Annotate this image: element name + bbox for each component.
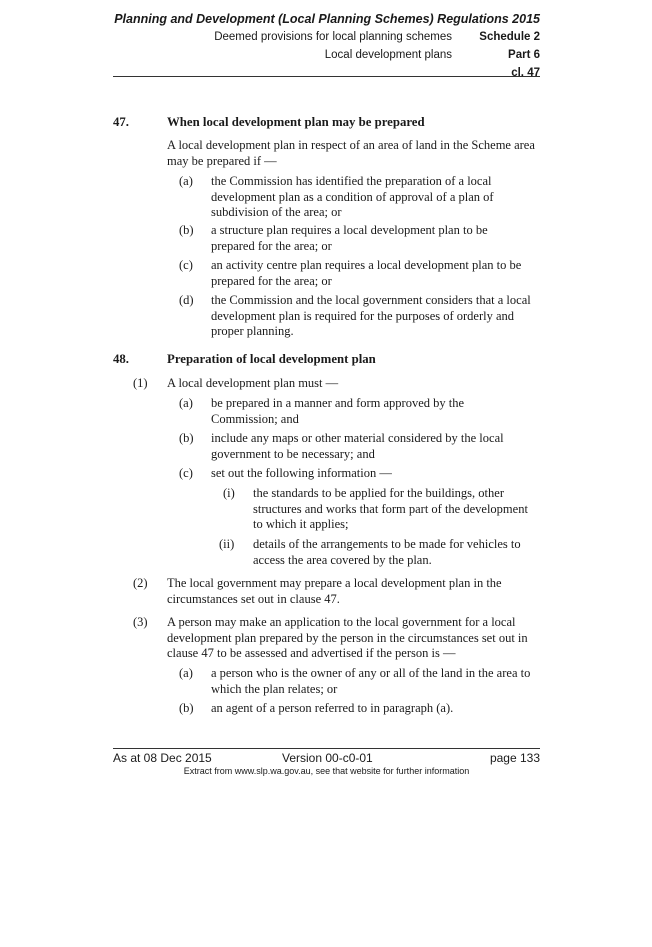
subclause-1-label: (1) xyxy=(133,376,148,390)
header-part-description: Local development plans xyxy=(324,49,452,61)
header-part-number: Part 6 xyxy=(508,49,540,61)
clause-47-a-text: the Commission has identified the preparation of a local development plan as a condition of approval of a plan of subdivision of the area; or xyxy=(211,174,494,219)
clause-48-heading: Preparation of local development plan xyxy=(167,352,376,366)
clause-47-a-label: (a) xyxy=(179,174,193,188)
header-schedule-description: Deemed provisions for local planning schemes xyxy=(214,31,452,43)
footer-date: As at 08 Dec 2015 xyxy=(113,751,212,765)
footer-page-number: page 133 xyxy=(489,751,540,765)
subclause-1-c-text: set out the following information — xyxy=(211,466,392,480)
subclause-1-a-text: be prepared in a manner and form approved by the Commission; and xyxy=(211,396,465,426)
clause-48-number: 48. xyxy=(113,352,129,366)
clause-47-d-label: (d) xyxy=(179,293,194,307)
subclause-3-a-text: a person who is the owner of any or all of the land in the area to which the plan relates; or xyxy=(211,666,531,696)
clause-47-b-label: (b) xyxy=(179,223,194,237)
footer-extract-note: Extract from www.slp.wa.gov.au, see that website for further information xyxy=(183,766,470,776)
subclause-1-b-label: (b) xyxy=(179,431,194,445)
clause-47-c-label: (c) xyxy=(179,258,193,272)
subclause-1-a-label: (a) xyxy=(179,396,193,410)
subclause-3-b-text: an agent of a person referred to in paragraph (a). xyxy=(211,701,454,715)
subclause-1-c-ii-text: details of the arrangements to be made for vehicles to access the area covered by the plan. xyxy=(253,537,521,567)
subclause-1-c-i-label: (i) xyxy=(223,486,235,500)
header-schedule-row xyxy=(113,28,540,46)
clause-47-b-text: a structure plan requires a local development plan to be prepared for the area; or xyxy=(211,223,488,253)
subclause-3-a-label: (a) xyxy=(179,666,193,680)
header-schedule-number: Schedule 2 xyxy=(479,31,540,43)
header-part-row xyxy=(113,46,540,64)
footer-divider xyxy=(113,748,540,749)
subclause-1-b-text: include any maps or other material considered by the local government to be necessary; and xyxy=(211,431,504,461)
running-header xyxy=(113,10,540,82)
subclause-2-label: (2) xyxy=(133,576,148,590)
header-divider xyxy=(113,76,540,77)
clause-47-heading: When local development plan may be prepared xyxy=(167,115,425,129)
subclause-3-b-label: (b) xyxy=(179,701,194,715)
regulation-title: Planning and Development (Local Planning Schemes) Regulations 2015 xyxy=(114,12,540,26)
header-clause-number: cl. 47 xyxy=(511,67,540,79)
subclause-3-label: (3) xyxy=(133,615,148,629)
subclause-1-text: A local development plan must — xyxy=(167,376,339,390)
footer-version: Version 00-c0-01 xyxy=(282,751,373,765)
subclause-2-text: The local government may prepare a local development plan in the circumstances set out in clause 47. xyxy=(167,576,502,606)
subclause-1-c-i-text: the standards to be applied for the buildings, other structures and works that form part of the development to which it applies; xyxy=(253,486,528,531)
subclause-3-text: A person may make an application to the local government for a local development plan prepared by the person in the circumstances set out in clause 47 to be assessed and advertised if the person is — xyxy=(167,615,528,660)
clause-47-c-text: an activity centre plan requires a local development plan to be prepared for the area; or xyxy=(211,258,522,288)
subclause-1-c-label: (c) xyxy=(179,466,193,480)
subclause-1-c-ii-label: (ii) xyxy=(219,537,235,551)
clause-47-number: 47. xyxy=(113,115,129,129)
clause-47-d-text: the Commission and the local government considers that a local development plan is required for the purposes of orderly and proper planning. xyxy=(211,293,531,338)
clause-47-intro: A local development plan in respect of an area of land in the Scheme area may be prepared if — xyxy=(167,138,535,168)
